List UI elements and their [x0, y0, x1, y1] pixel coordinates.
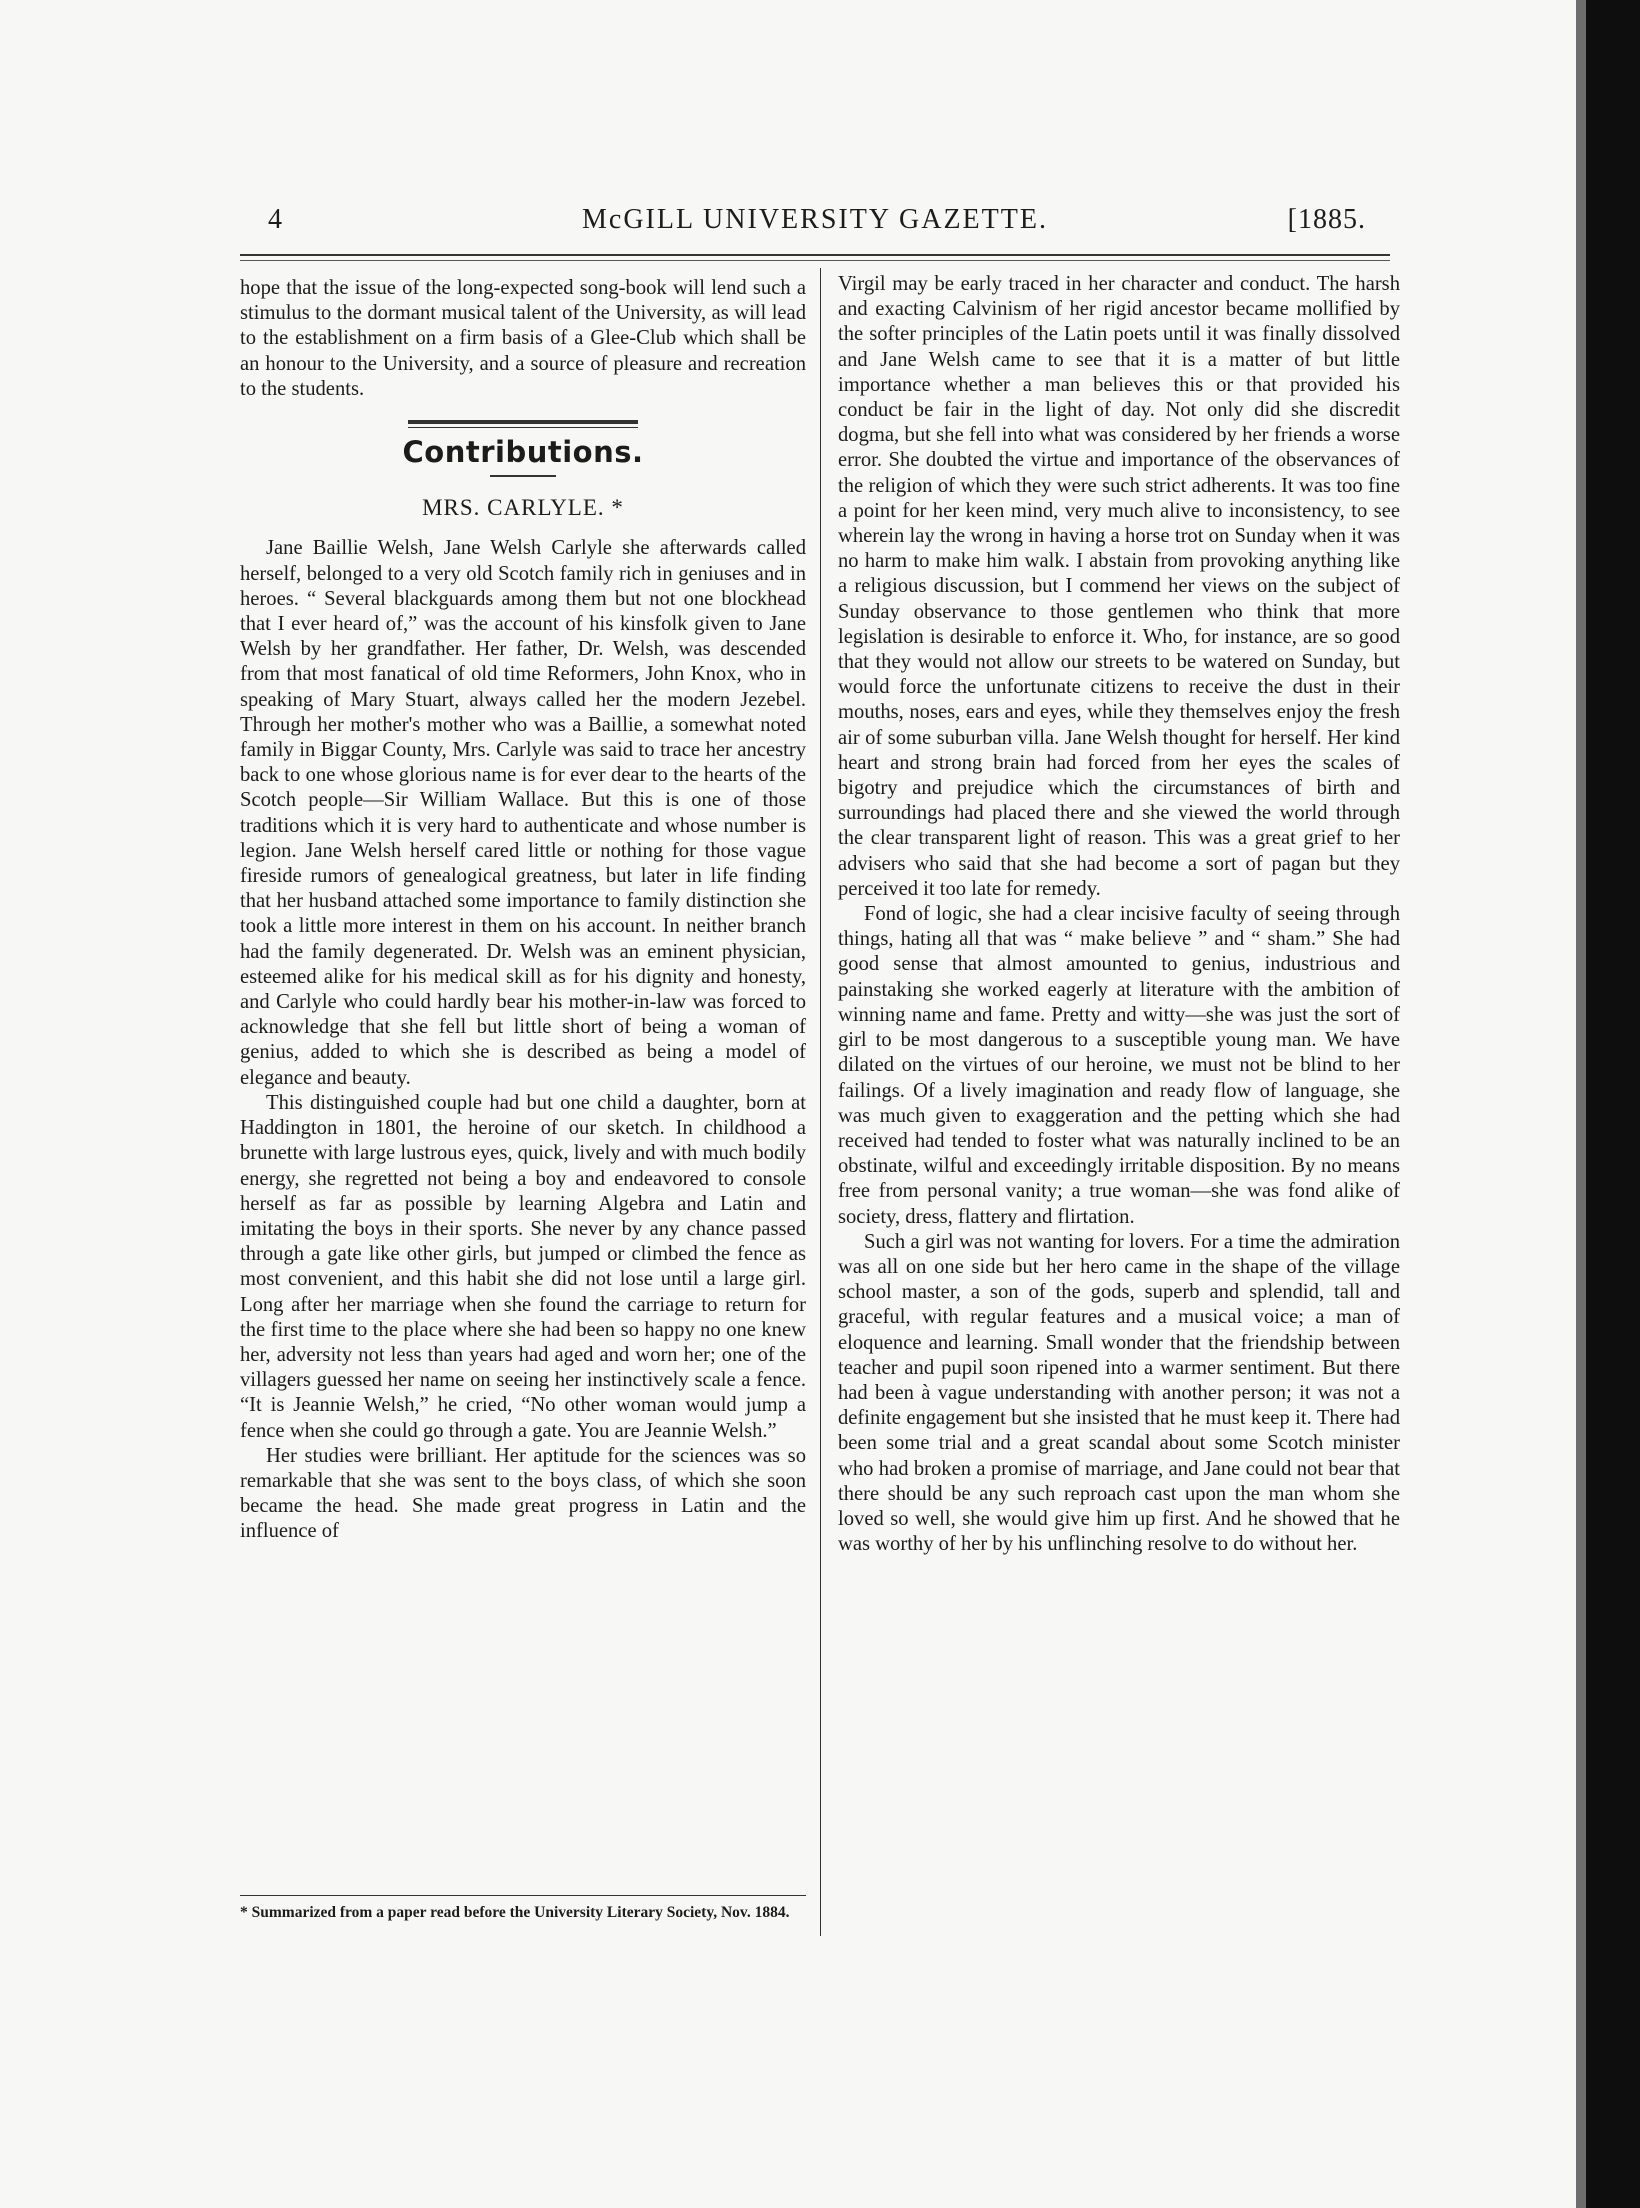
section-heading: Contributions.	[402, 435, 644, 470]
issue-year: [1885.	[1287, 204, 1366, 235]
page-header	[240, 198, 1390, 248]
article-paragraph: Fond of logic, she had a clear incisive faculty of seeing through things, hating all that was “ make believe ” and “ sham.” She had good sense that almost amounted to genius, industrious and painstaking she worked eagerly at literature with the ambition of winning name and fame. Pretty and witty—she was just the sort of girl to be most dangerous to a susceptible young man. We have dilated on the virtues of our heroine, we must not be blind to her failings. Of a lively imagination and ready flow of language, she was much given to exaggeration and the petting which she had received had tended to foster what was naturally inclined to be an obstinate, wilful and exceedingly irritable disposition. By no means free from personal vanity; a true woman—she was fond alike of society, dress, flattery and flirtation.	[838, 903, 1400, 1228]
article-paragraph: This distinguished couple had but one child a daughter, born at Haddington in 1801, the heroine of our sketch. In childhood a brunette with large lustrous eyes, quick, lively and with much bodily energy, she regretted not being a boy and endeavored to console herself as far as possible by learning Algebra and Latin and imitating the boys in their sports. She never by any chance passed through a gate like other girls, but jumped or climbed the fence as most convenient, and this habit she did not lose until a large girl. Long after her marriage when she found the carriage to return for the first time to the place where she had been so happy no one knew her, adversity not less than years had aged and worn her; one of the villagers guessed her name on seeing her instinctively scale a fence. “It is Jeannie Welsh,” he cried, “No other woman would jump a fence when she could go through a gate. You are Jeannie Welsh.”	[240, 1091, 806, 1442]
left-column	[240, 276, 806, 1545]
article-paragraph: Virgil may be early traced in her character and conduct. The harsh and exacting Calvinism of her rigid ancestor became mollified by the softer principles of the Latin poets until it was finally dissolved and Jane Welsh came to see that it is a matter of but little importance whether a man believes this or that provided his conduct be fair in the light of day. Not only did she discredit dogma, but she fell into what was considered by her friends a worse error. She doubted the virtue and importance of the observances of the religion of which they were such strict adherents. It was too fine a point for her keen mind, very much alive to inconsistency, to see wherein lay the wrong in having a horse trot on Sunday when it was no harm to make him walk. I abstain from provoking anything like a religious discussion, but I commend her views on the subject of Sunday observance to those gentlemen who think that more legislation is desirable to enforce it. Who, for instance, are so good that they would not allow our streets to be watered on Sunday, but would force the unfortunate citizens to receive the dust in their mouths, noses, ears and eyes, while they themselves enjoy the fresh air of some suburban villa. Jane Welsh thought for herself. Her kind heart and strong brain had forced from her eyes the scales of bigotry and prejudice which the circumstances of birth and surroundings had placed there and she viewed the world through the clear transparent light of reason. This was a great grief to her advisers who said that she had become a sort of pagan but they perceived it too late for remedy.	[838, 273, 1400, 900]
right-column	[838, 272, 1400, 1557]
header-rule-thin	[240, 260, 1390, 261]
article-paragraph: Such a girl was not wanting for lovers. For a time the admiration was all on one side but her hero came in the shape of the village school master, a son of the gods, superb and splendid, tall and graceful, with regular features and a musical voice; a man of eloquence and learning. Small wonder that the friendship between teacher and pupil soon ripened into a warmer sentiment. But there had been à vague understanding with another person; it was not a definite engagement but she insisted that he must keep it. There had been some trial and a great scandal about some Scotch minister who had broken a promise of marriage, and Jane could not bear that there should be any such reproach cast upon the man whom she loved so well, she would give him up first. And he showed that he was worthy of her by his unflinching resolve to do without her.	[838, 1230, 1400, 1556]
page-number: 4	[268, 204, 282, 235]
scan-edge	[1576, 0, 1640, 2208]
footnote-rule	[240, 1895, 806, 1896]
intro-paragraph: hope that the issue of the long-expected song-book will lend such a stimulus to the dormant musical talent of the University, as will lead to the establishment on a firm basis of a Glee-Club which shall be an honour to the University, and a source of pleasure and recreation to the students.	[240, 277, 806, 400]
footnote: * Summarized from a paper read before the University Literary Society, Nov. 1884.	[240, 1904, 790, 1921]
header-rule	[240, 254, 1390, 256]
section-underline	[490, 475, 556, 477]
column-divider	[820, 268, 821, 1936]
article-title: MRS. CARLYLE. *	[422, 495, 624, 521]
article-paragraph: Jane Baillie Welsh, Jane Welsh Carlyle she afterwards called herself, belonged to a very old Scotch family rich in geniuses and in heroes. “ Several blackguards among them but not one blockhead that I ever heard of,” was the account of his kinsfolk given to Jane Welsh by her grandfather. Her father, Dr. Welsh, was descended from that most fanatical of old time Reformers, John Knox, who in speaking of Mary Stuart, always called her the modern Jezebel. Through her mother's mother who was a Baillie, a somewhat noted family in Biggar County, Mrs. Carlyle was said to trace her ancestry back to one whose glorious name is for ever dear to the hearts of the Scotch people—Sir William Wallace. But this is one of those traditions which it is very hard to authenticate and whose number is legion. Jane Welsh herself cared little or nothing for those vague fireside rumors of genealogical greatness, but later in life finding that her husband attached some importance to family distinction she took a little more interest in them on his account. In neither branch had the family degenerated. Dr. Welsh was an eminent physician, esteemed alike for his medical skill as for his dignity and honesty, and Carlyle who could hardly bear his mother-in-law was forced to acknowledge that she fell but little short of being a woman of genius, added to which she is described as being a model of elegance and beauty.	[240, 537, 806, 1089]
publication-title: McGILL UNIVERSITY GAZETTE.	[582, 204, 1048, 235]
section-rule	[408, 420, 638, 428]
article-paragraph: Her studies were brilliant. Her aptitude for the sciences was so remarkable that she was sent to the boys class, of which she soon became the head. She made great progress in Latin and the influence of	[240, 1444, 806, 1543]
